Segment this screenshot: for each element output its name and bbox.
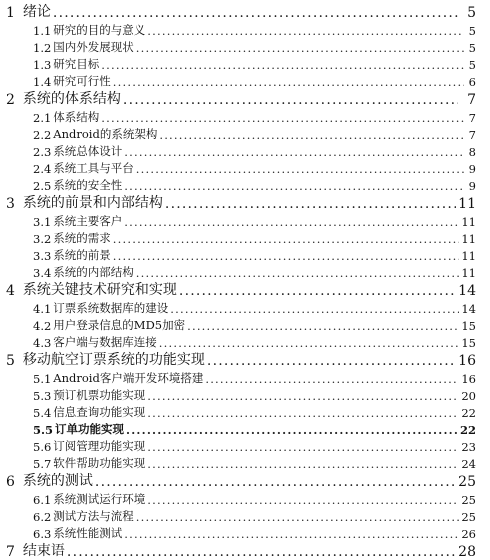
toc-entry-title: 结束语 [22,543,65,559]
toc-entry-title: 系统工具与平台 [53,160,134,175]
toc-entry-title: 软件帮助功能实现 [53,455,146,470]
toc-dot-leader [53,5,458,21]
toc-entry-title: 预订机票功能实现 [53,387,146,402]
toc-entry-title: 系统的测试 [22,472,93,489]
toc-page-number: 11 [461,248,476,263]
toc-chapter-entry[interactable] [0,541,490,560]
toc-section-entry[interactable] [0,507,490,524]
toc-entry-title: 订单功能实现 [55,421,125,436]
toc-dot-leader [101,111,464,125]
toc-dot-leader [207,353,456,369]
toc-page-number: 8 [468,145,476,160]
toc-section-entry[interactable] [0,454,490,471]
toc-entry-title: 系统的安全性 [53,177,123,192]
toc-entry-number: 5.1 [33,372,52,387]
toc-page-number: 26 [461,526,476,541]
toc-page-number: 22 [461,405,476,420]
toc-entry-number: 5.6 [33,439,52,454]
toc-entry-number: 5 [6,353,15,370]
toc-entry-title: 绪论 [22,4,51,21]
toc-entry-number: 2.2 [33,128,52,143]
toc-page-number: 11 [461,215,476,230]
toc-section-entry[interactable] [0,524,490,541]
toc-section-entry[interactable] [0,369,490,386]
toc-entry-number: 1.1 [33,24,52,39]
toc-dot-leader [126,423,458,437]
toc-entry-title: 系统的内部结构 [53,264,134,279]
toc-page-number: 7 [468,111,476,126]
toc-entry-number: 5.7 [33,456,52,471]
toc-dot-leader [147,457,459,471]
toc-page-number: 5 [468,41,476,56]
toc-page-number: 7 [467,92,476,109]
toc-entry-title: 客户端与数据库连接 [53,334,157,349]
toc-page-number: 9 [468,178,476,193]
toc-section-entry[interactable] [0,299,490,316]
toc-dot-leader [95,474,456,490]
toc-section-entry[interactable] [0,229,490,246]
toc-dot-leader [113,232,460,246]
toc-entry-title: 信息查询功能实现 [53,404,146,419]
toc-section-entry[interactable] [0,159,490,176]
toc-dot-leader [147,493,459,507]
toc-entry-number: 3.1 [33,215,52,230]
toc-entry-number: 2.3 [33,145,52,160]
toc-dot-leader [165,196,456,212]
toc-entry-number: 2.1 [33,111,52,126]
toc-page-number: 16 [458,353,476,370]
toc-entry-title: 系统关键技术研究和实现 [22,282,177,299]
toc-entry-number: 1 [6,5,15,22]
toc-dot-leader [159,336,460,350]
toc-section-entry[interactable] [0,316,490,333]
toc-dot-leader [136,162,464,176]
toc-page-number: 16 [461,372,476,387]
toc-entry-number: 4.1 [33,302,52,317]
toc-entry-number: 6.2 [33,509,52,524]
toc-entry-number: 5.4 [33,405,52,420]
toc-dot-leader [187,319,459,333]
toc-page-number: 23 [461,439,476,454]
toc-entry-title: 订阅管理功能实现 [53,438,146,453]
toc-dot-leader [159,128,464,142]
toc-entry-title: Android的系统架构 [53,127,158,142]
toc-page-number: 25 [461,509,476,524]
toc-dot-leader [123,92,458,108]
toc-chapter-entry[interactable] [0,280,490,299]
toc-entry-title: 研究目标 [53,57,100,72]
toc-entry-title: 系统的体系结构 [22,91,121,108]
toc-section-entry[interactable] [0,72,490,89]
toc-section-entry[interactable] [0,403,490,420]
toc-dot-leader [124,145,464,159]
toc-entry-title: 研究可行性 [53,73,111,88]
toc-section-entry[interactable] [0,333,490,350]
toc-section-entry[interactable] [0,437,490,454]
toc-section-entry[interactable] [0,142,490,159]
toc-page-number: 25 [461,492,476,507]
toc-page-number: 24 [461,456,476,471]
toc-page-number: 5 [468,58,476,73]
toc-dot-leader [124,215,459,229]
toc-entry-number: 2.4 [33,161,52,176]
toc-page-number: 5 [467,5,476,22]
toc-dot-leader [205,372,459,386]
toc-section-entry[interactable] [0,263,490,280]
toc-chapter-entry[interactable] [0,89,490,108]
toc-dot-leader [113,75,464,89]
toc-section-entry[interactable] [0,212,490,229]
toc-dot-leader [147,440,459,454]
toc-page-number: 14 [458,283,476,300]
toc-dot-leader [113,249,460,263]
toc-entry-number: 6 [6,473,15,490]
toc-page-number: 6 [468,74,476,89]
toc-page-number: 9 [468,161,476,176]
toc-page-number: 11 [458,196,476,213]
toc-page-number: 14 [461,302,476,317]
toc-entry-title: 研究的目的与意义 [53,23,146,38]
toc-entry-title: 系统的前景和内部结构 [22,195,163,212]
toc-entry-number: 1.4 [33,74,52,89]
toc-entry-number: 6.3 [33,526,52,541]
toc-entry-title: Android客户端开发环境搭建 [53,371,204,386]
toc-entry-number: 5.3 [33,388,52,403]
toc-chapter-entry[interactable] [0,471,490,490]
toc-section-entry[interactable] [0,420,490,437]
toc-page-number: 11 [461,231,476,246]
toc-entry-number: 4.2 [33,318,52,333]
toc-section-entry[interactable] [0,386,490,403]
toc-page-number: 22 [459,422,476,437]
toc-entry-title: 系统主要客户 [53,214,123,229]
toc-dot-leader [67,544,456,560]
toc-dot-leader [147,406,459,420]
toc-chapter-entry[interactable] [0,193,490,212]
toc-chapter-entry[interactable] [0,350,490,369]
toc-dot-leader [147,24,464,38]
toc-entry-number: 3.4 [33,265,52,280]
toc-entry-number: 5.5 [33,422,54,437]
toc-page-number: 11 [461,265,476,280]
toc-section-entry[interactable] [0,125,490,142]
toc-entry-number: 6.1 [33,492,52,507]
toc-dot-leader [136,510,460,524]
toc-dot-leader [136,41,464,55]
toc-entry-title: 国内外发展现状 [53,40,134,55]
toc-entry-title: 系统总体设计 [53,144,123,159]
toc-entry-number: 4.3 [33,335,52,350]
table-of-contents [0,2,490,560]
toc-dot-leader [124,179,464,193]
toc-section-entry[interactable] [0,246,490,263]
toc-dot-leader [101,58,464,72]
toc-entry-number: 3 [6,196,15,213]
toc-entry-number: 4 [6,283,15,300]
toc-entry-title: 测试方法与流程 [53,508,134,523]
toc-entry-title: 订票系统数据库的建设 [53,301,169,316]
toc-chapter-entry[interactable] [0,2,490,21]
toc-entry-title: 系统的需求 [53,230,111,245]
toc-dot-leader [179,283,456,299]
toc-page-number: 15 [461,318,476,333]
toc-section-entry[interactable] [0,38,490,55]
toc-entry-title: 系统的前景 [53,247,111,262]
toc-section-entry[interactable] [0,176,490,193]
toc-entry-number: 7 [6,544,15,560]
toc-dot-leader [147,389,459,403]
toc-page-number: 28 [458,544,476,560]
toc-section-entry[interactable] [0,21,490,38]
toc-entry-number: 3.3 [33,248,52,263]
toc-section-entry[interactable] [0,108,490,125]
toc-page-number: 5 [468,24,476,39]
toc-section-entry[interactable] [0,490,490,507]
toc-entry-title: 移动航空订票系统的功能实现 [22,352,205,369]
toc-entry-number: 2 [6,92,15,109]
toc-page-number: 15 [461,335,476,350]
toc-entry-number: 1.2 [33,41,52,56]
toc-dot-leader [170,302,459,316]
toc-entry-title: 系统测试运行环境 [53,491,146,506]
toc-entry-number: 2.5 [33,178,52,193]
toc-page-number: 25 [458,473,476,490]
toc-section-entry[interactable] [0,55,490,72]
toc-dot-leader [124,527,459,541]
toc-entry-number: 3.2 [33,231,52,246]
toc-entry-title: 体系结构 [53,110,100,125]
toc-page-number: 7 [468,128,476,143]
toc-entry-number: 1.3 [33,58,52,73]
toc-entry-title: 系统性能测试 [53,525,123,540]
toc-page-number: 20 [461,388,476,403]
toc-dot-leader [136,266,460,280]
toc-entry-title: 用户登录信息的MD5加密 [53,317,186,332]
